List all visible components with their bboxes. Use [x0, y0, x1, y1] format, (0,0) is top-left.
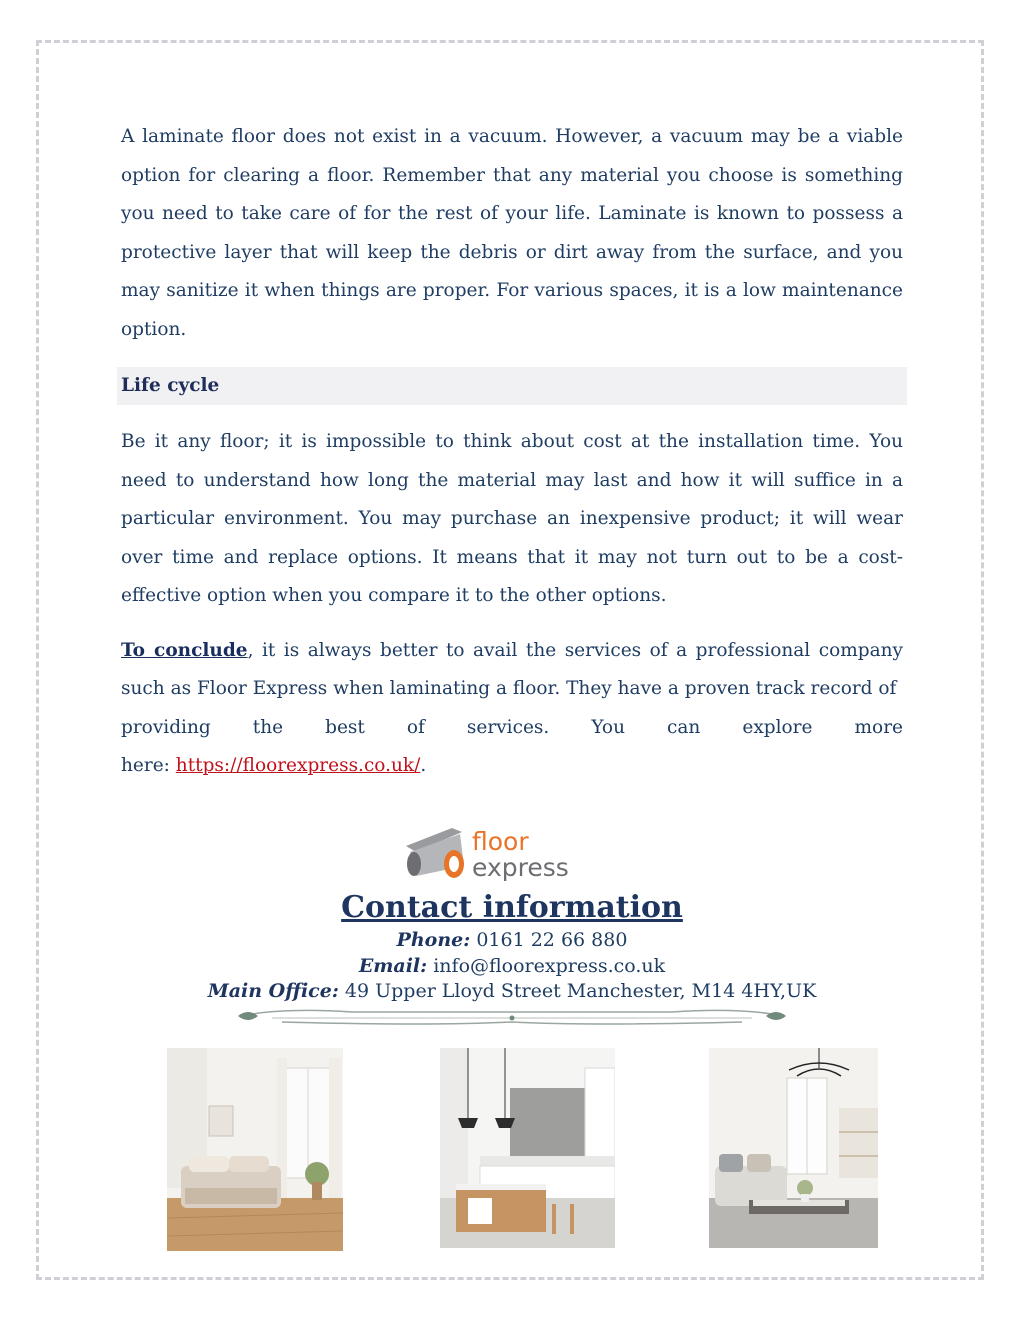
section-heading: Life cycle — [121, 374, 220, 396]
contact-title: Contact information — [341, 890, 683, 925]
contact-phone: Phone: 0161 22 66 880 — [396, 929, 628, 951]
paragraph-conclusion — [121, 632, 903, 709]
living-room-photo — [709, 1048, 878, 1248]
conclusion-line-spread: providing the best of services. You can explore more — [121, 716, 903, 738]
contact-email: Email: info@floorexpress.co.uk — [358, 954, 666, 977]
contact-office: Main Office: 49 Upper Lloyd Street Manchester, M14 4HY,UK — [207, 980, 817, 1002]
logo-word-floor: floor — [472, 827, 529, 856]
kitchen-photo — [440, 1048, 615, 1248]
website-link[interactable]: https://floorexpress.co.uk/ — [175, 755, 421, 776]
section-heading-bar — [117, 367, 907, 405]
ornamental-divider — [232, 1006, 792, 1028]
paragraph-life-cycle: Be it any floor; it is impossible to think about cost at the installation time. You need to understand how long the material may last and how it will suffice in a particular environment. You may purchase an inexpensive product; it will wear over time and replace options. It means that it may not turn out to be a cost-effective option when you compare it to the other options. — [121, 431, 903, 606]
conclusion-text: , it is always better to avail the services of a professional company such as Floor Express when laminating a floor. They have a proven track record of — [121, 639, 903, 699]
floor-express-logo — [404, 826, 574, 882]
bedroom-photo — [167, 1048, 343, 1251]
contact-block — [0, 888, 1024, 1005]
conclusion-lead: To conclude — [121, 639, 248, 661]
logo-word-express: express — [472, 853, 569, 882]
paragraph-laminate-maintenance: A laminate floor does not exist in a vacuum. However, a vacuum may be a viable option for clearing a floor. Remember that any material you choose is something you need to take care of for the rest of your life. Laminate is known to possess a protective layer that will keep the debris or dirt away from the surface, and you may sanitize it when things are proper. For various spaces, it is a low maintenance option. — [121, 126, 903, 340]
article-body — [121, 118, 903, 786]
conclusion-final-line: here: https://floorexpress.co.uk/. — [121, 755, 427, 776]
